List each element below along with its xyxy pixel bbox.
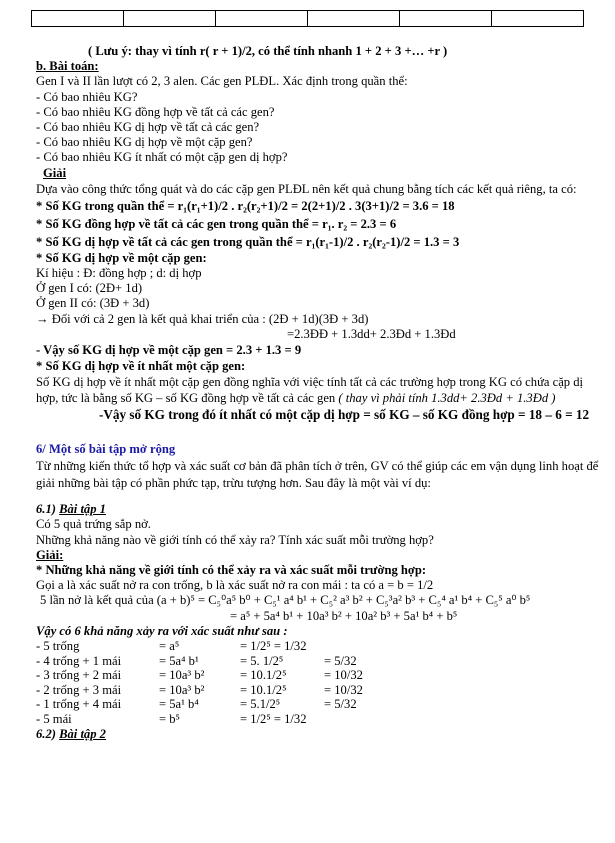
case-calc: = 1/2⁵ = 1/32 [240, 639, 307, 654]
gene-two: Ở gen II có: (3Đ + 3d) [36, 296, 150, 311]
table-cell [124, 11, 216, 27]
case-label: - 2 trống + 3 mái [36, 682, 122, 697]
case-label: - 5 mái [36, 712, 72, 727]
cases-table [36, 639, 602, 727]
exercise-1-heading: 6.1) Bài tập 1 [36, 502, 106, 517]
solution-2-heading: Giải: [36, 547, 64, 562]
case-result: = 10/32 [324, 682, 363, 697]
table-cell [216, 11, 308, 27]
section-b-heading: b. Bài toán: [36, 59, 99, 74]
section-6-title: 6/ Một số bài tập mở rộng [36, 442, 176, 457]
final-conclusion: -Vậy số KG trong đó ít nhất có một cặp dị hợp = số KG – số KG đồng hợp = 18 – 6 = 12 [99, 407, 590, 423]
binomial-expansion: 5 lần nở là kết quả của (a + b)⁵ = C₅⁰a⁵ b⁰ + C₅¹ a⁴ b¹ + C₅² a³ b² + C₅³a² b³ + C₅⁴ a¹ b⁴ + C₅⁵ a⁰ b⁵ [40, 593, 531, 608]
case-result: = 10/32 [324, 668, 363, 683]
conclusion-one-pair: - Vậy số KG dị hợp về một cặp gen = 2.3 + 1.3 = 9 [36, 343, 302, 358]
problem-line: - Có bao nhiêu KG ít nhất có một cặp gen dị hợp? [36, 150, 288, 165]
case-label: - 1 trống + 4 mái [36, 697, 122, 712]
exercise-1-question: Những khả năng nào về giới tính có thể xảy ra? Tính xác suất mỗi trường hợp? [36, 532, 434, 547]
case-term: = 5a⁴ b¹ [159, 653, 199, 668]
case-term: = b⁵ [159, 712, 180, 727]
problem-line: Gen I và II lần lượt có 2, 3 alen. Các gen PLĐL. Xác định trong quần thể: [36, 74, 408, 89]
case-term: = 10a³ b² [159, 668, 205, 683]
case-calc: = 10.1/2⁵ [240, 682, 287, 697]
gene-one: Ở gen I có: (2Đ+ 1d) [36, 281, 143, 296]
case-label: - 5 trống [36, 639, 80, 654]
case-term: = a⁵ [159, 639, 180, 654]
case-label: - 3 trống + 2 mái [36, 668, 122, 683]
case-row [36, 668, 602, 683]
case-result: = 5/32 [324, 653, 357, 668]
case-calc: = 10.1/2⁵ [240, 668, 287, 683]
binomial-simplified: = a⁵ + 5a⁴ b¹ + 10a³ b² + 10a² b³ + 5a¹ b⁴ + b⁵ [230, 608, 458, 623]
case-row [36, 712, 602, 727]
case-calc: = 1/2⁵ = 1/32 [240, 712, 307, 727]
formula-homozygous: * Số KG đồng hợp về tất cả các gen trong quần thể = r₁. r₂ = 2.3 = 6 [36, 216, 397, 231]
problem-line: - Có bao nhiêu KG dị hợp về một cặp gen? [36, 135, 253, 150]
document-body [36, 44, 602, 742]
case-term: = 10a³ b² [159, 682, 205, 697]
case-row [36, 697, 602, 712]
expansion-result: =2.3ĐĐ + 1.3dd+ 2.3Đd + 1.3Đd [287, 326, 456, 341]
table-cell [308, 11, 400, 27]
probability-def: Gọi a là xác suất nở ra con trống, b là xác suất nở ra con mái : ta có a = b = 1/2 [36, 578, 434, 593]
cases-heading: Vậy có 6 khả năng xảy ra với xác suất như sau : [36, 623, 288, 638]
expansion-line: → Đối với cả 2 gen là kết quả khai triển của : (2Đ + 1d)(3Đ + 3d) [36, 311, 369, 326]
exercise-1-line: Có 5 quả trứng sắp nở. [36, 517, 151, 532]
symbol-legend: Kí hiệu : Đ: đồng hợp ; d: dị hợp [36, 266, 202, 281]
case-row [36, 683, 602, 698]
case-result: = 5/32 [324, 697, 357, 712]
case-label: - 4 trống + 1 mái [36, 653, 122, 668]
table-cell [492, 11, 584, 27]
case-term: = 5a¹ b⁴ [159, 697, 199, 712]
case-calc: = 5. 1/2⁵ [240, 653, 284, 668]
section-6-intro: Từ những kiến thức tổ hợp và xác suất cơ bản đã phân tích ở trên, GV có thể giúp các em vận dụng linh hoạt để giải những bài tập có phần phức tạp, trừu tượng hơn. Sau đây là một vài ví dụ: [36, 459, 599, 491]
table-cell [400, 11, 492, 27]
case-row [36, 639, 602, 654]
problem-line: - Có bao nhiêu KG? [36, 89, 138, 104]
case-row [36, 654, 602, 669]
at-least-one-paragraph: Số KG dị hợp về ít nhất một cặp gen đồng nghĩa với việc tính tất cả các trường hợp trong KG có chứa cặp dị hợp, tức là bằng số KG – số KG đồng hợp về tất cả các gen ( thay vì phải tính 1.3dd+ 2.3Đd + 1.3Đd ) [36, 375, 584, 406]
top-table-fragment [31, 10, 584, 27]
problem-list [36, 74, 602, 165]
problem-line: - Có bao nhiêu KG đồng hợp về tất cả các gen? [36, 104, 275, 119]
table-cell [32, 11, 124, 27]
formula-heterozygous: * Số KG dị hợp về tất cả các gen trong quần thể = r₁(r₁-1)/2 . r₂(r₂-1)/2 = 1.3 = 3 [36, 234, 460, 249]
formula-one-pair-heading: * Số KG dị hợp về một cặp gen: [36, 250, 207, 265]
intro-paragraph: Dựa vào công thức tổng quát và do các cặp gen PLĐL nên kết quả chung bằng tích các kết quả riêng, ta có: [36, 181, 577, 196]
problem-line: - Có bao nhiêu KG dị hợp về tất cả các gen? [36, 120, 260, 135]
case-calc: = 5.1/2⁵ [240, 697, 281, 712]
formula-total: * Số KG trong quần thể = r₁(r₁+1)/2 . r₂(r₂+1)/2 = 2(2+1)/2 . 3(3+1)/2 = 3.6 = 18 [36, 198, 455, 213]
formula-at-least-one-heading: * Số KG dị hợp về ít nhất một cặp gen: [36, 359, 246, 374]
solution-heading: Giải [43, 165, 67, 180]
note-line: ( Lưu ý: thay vì tính r( r + 1)/2, có thể tính nhanh 1 + 2 + 3 +… +r ) [88, 44, 448, 58]
exercise-2-heading: 6.2) Bài tập 2 [36, 726, 106, 741]
probability-heading: * Những khả năng về giới tính có thể xảy ra và xác suất mỗi trường hợp: [36, 563, 427, 578]
